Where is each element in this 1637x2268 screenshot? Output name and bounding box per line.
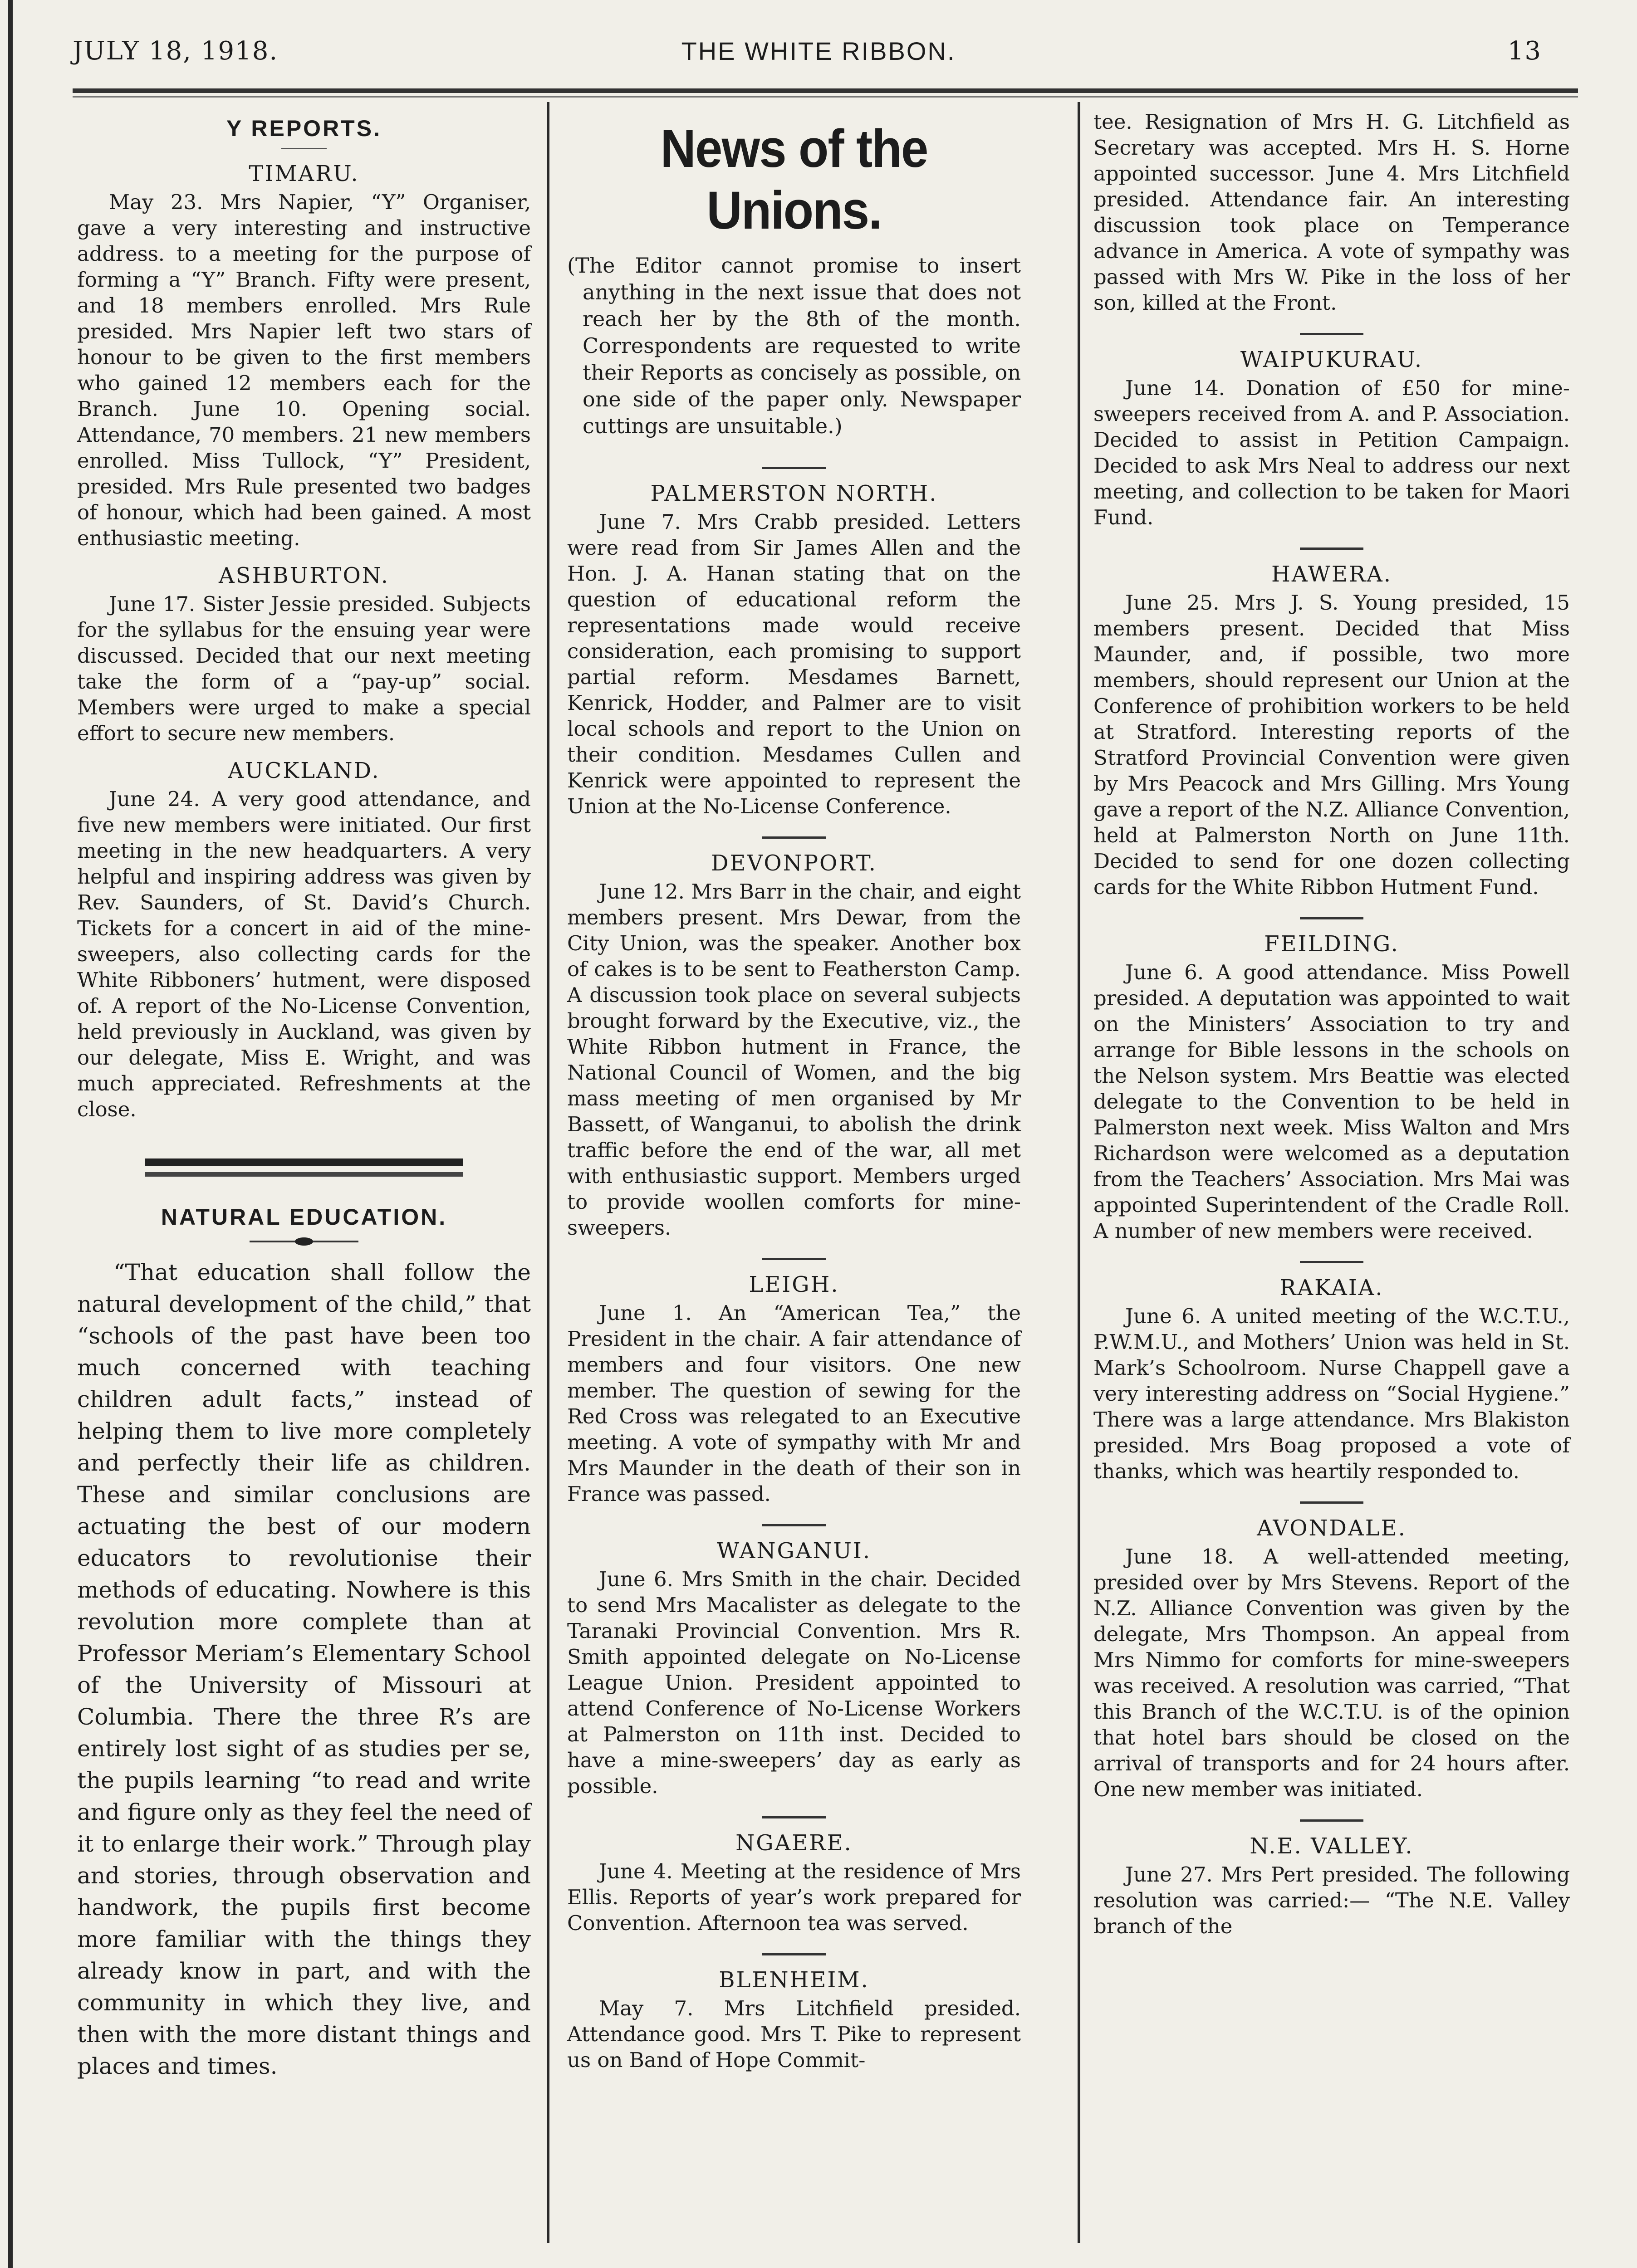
union-report-hawera [1093, 562, 1570, 900]
union-place: NGAERE. [735, 1830, 853, 1856]
publication-title: THE WHITE RIBBON. [681, 37, 956, 65]
union-report-devonport [567, 850, 1021, 1241]
divider [762, 1816, 826, 1818]
union-report-waipukurau [1093, 347, 1570, 530]
column-middle [567, 109, 1021, 2073]
page-binding-edge [8, 0, 13, 2268]
report-ashburton [77, 563, 531, 746]
union-report-avondale [1093, 1515, 1570, 1802]
union-text: June 12. Mrs Barr in the chair, and eight members present. Mrs Dewar, from the City Union, was the speaker. Another box of cakes is to be sent to Featherston Camp. A discussion took place on several subjects brought forward by the Executive, viz., the White Ribbon hutment in France, the National Council of Women, and the big mass meeting of men organised by Mr Bassett, of Wanganui, to abolish the drink traffic before the end of the war, all met with enthusiastic support. Members urged to provide woollen comforts for mine-sweepers. [567, 880, 1021, 1240]
column-divider-1 [547, 102, 549, 2243]
issue-date: JULY 18, 1918. [73, 36, 279, 66]
page-number: 13 [1507, 36, 1542, 66]
report-text: June 24. A very good attendance, and five new members were initiated. Our first meeting in the new headquarters. A very helpful and inspiring address was given by Rev. Saunders, of St. David’s Church. Tickets for a concert in aid of the mine-sweepers, also collecting cards for the White Ribboners’ hutment, were disposed of. A report of the No-License Convention, held previously in Auckland, was given by our delegate, Miss E. Wright, and was much appreciated. Refreshments at the close. [77, 787, 531, 1121]
natural-education-heading: NATURAL EDUCATION. [161, 1204, 447, 1230]
union-place: LEIGH. [749, 1272, 839, 1297]
divider [1300, 1819, 1363, 1822]
union-place: HAWERA. [1271, 562, 1392, 587]
union-text: May 7. Mrs Litchfield presided. Attendance good. Mrs T. Pike to represent us on Band of Hope Commit- [567, 1996, 1021, 2072]
ornamental-rule [145, 1154, 463, 1186]
natural-education-text: “That education shall follow the natural development of the child,” that “schools of the past have been too much concerned with teaching children adult facts,” instead of helping them to live more completely and perfectly their life as children. These and similar conclusions are actuating the best of our modern educators to revolutionise their methods of educating. Nowhere is this revolution more complete than at Professor Meriam’s Elementary School of the University of Missouri at Columbia. There the three R’s are entirely lost sight of as studies per se, the pupils learning “to read and write and figure only as they feel the need of it to enlarge their work.” Through play and stories, through observation and handwork, the pupils first become more familiar with the things they already know in part, and with the community in which they live, and then with the more distant things and places and times. [77, 1259, 531, 2079]
union-place: DEVONPORT. [711, 850, 877, 876]
header-rule-thin [73, 96, 1578, 98]
divider [762, 836, 826, 839]
union-report-feilding [1093, 931, 1570, 1244]
divider [1300, 917, 1363, 919]
union-text: June 25. Mrs J. S. Young presided, 15 members present. Decided that Miss Maunder, and, if possible, two more members, should represent our Union at the Conference of prohibition workers to be held at Stratford. Interesting reports of the Stratford Provincial Convention were given by Mrs Peacock and Mrs Gilling. Mrs Young gave a report of the N.Z. Alliance Convention, held at Palmerston North on June 11th. Decided to send for one dozen collecting cards for the White Ribbon Hutment Fund. [1093, 591, 1570, 899]
union-place: AVONDALE. [1257, 1515, 1407, 1541]
report-place: TIMARU. [249, 161, 359, 186]
union-text: June 14. Donation of £50 for mine-sweepers received from A. and P. Association. Decided to assist in Petition Campaign. Decided to ask Mrs Neal to address our next meeting, and collection to be taken for Maori Fund. [1093, 376, 1570, 529]
blenheim-continuation: tee. Resignation of Mrs H. G. Litchfield as Secretary was accepted. Mrs H. S. Horne appointed successor. June 4. Mrs Litchfield presided. Attendance fair. An interesting discussion took place on Temperance advance in America. A vote of sympathy was passed with Mrs W. Pike in the loss of her son, killed at the Front. [1093, 110, 1570, 315]
report-place: AUCKLAND. [228, 758, 380, 783]
divider [762, 1953, 826, 1955]
report-text: June 17. Sister Jessie presided. Subjects for the syllabus for the ensuing year were discussed. Decided that our next meeting take the form of a “pay-up” social. Members were urged to make a special effort to secure new members. [77, 592, 531, 745]
divider [1300, 333, 1363, 335]
column-right [1093, 109, 1570, 1939]
union-place: PALMERSTON NORTH. [650, 481, 938, 506]
union-text: June 1. An “American Tea,” the President in the chair. A fair attendance of members and four visitors. One new member. The question of sewing for the Red Cross was relegated to an Executive meeting. A vote of sympathy with Mr and Mrs Maunder in the death of their son in France was passed. [567, 1301, 1021, 1506]
union-text: June 4. Meeting at the residence of Mrs Ellis. Reports of year’s work prepared for Convention. Afternoon tea was served. [567, 1859, 1021, 1935]
divider [1300, 547, 1363, 550]
divider [1300, 1501, 1363, 1504]
union-place: RAKAIA. [1279, 1275, 1384, 1300]
column-divider-2 [1078, 102, 1080, 2243]
union-place: FEILDING. [1264, 931, 1399, 957]
report-auckland [77, 758, 531, 1122]
report-place: ASHBURTON. [219, 563, 389, 588]
union-place: N.E. VALLEY. [1250, 1833, 1414, 1859]
union-report-ne-valley [1093, 1833, 1570, 1939]
union-report-ngaere [567, 1830, 1021, 1936]
divider [762, 1524, 826, 1526]
union-report-rakaia [1093, 1275, 1570, 1484]
divider [762, 1258, 826, 1260]
union-place: WAIPUKURAU. [1240, 347, 1423, 372]
union-report-palmerston-north [567, 481, 1021, 819]
union-report-wanganui [567, 1538, 1021, 1799]
union-text: June 27. Mrs Pert presided. The following resolution was carried:— “The N.E. Valley branch of the [1093, 1862, 1570, 1938]
union-text: June 6. A united meeting of the W.C.T.U., P.W.M.U., and Mothers’ Union was held in St. Mark’s Schoolroom. Nurse Chappell gave a very interesting address on “Social Hygiene.” There was a large attendance. Mrs Blakiston presided. Mrs Boag proposed a vote of thanks, which was heartily responded to. [1093, 1304, 1570, 1483]
report-timaru [77, 161, 531, 551]
union-place: BLENHEIM. [719, 1967, 869, 1993]
news-of-unions-masthead: News of the Unions. [660, 119, 928, 240]
union-text: June 7. Mrs Crabb presided. Letters were read from Sir James Allen and the Hon. J. A. Hanan stating that on the question of educational reform the representations made would receive consideration, each promising to support partial reform. Mesdames Barnett, Kenrick, Hodder, and Palmer are to visit local schools and report to the Union on their condition. Mesdames Cullen and Kenrick were appointed to represent the Union at the No-License Conference. [567, 510, 1021, 818]
report-text: May 23. Mrs Napier, “Y” Organiser, gave a very interesting and instructive address. to a meeting for the purpose of forming a “Y” Branch. Fifty were present, and 18 members enrolled. Mrs Rule presided. Mrs Napier left two stars of honour to be given to the first members who gained 12 members each for the Branch. June 10. Opening social. Attendance, 70 members. 21 new members enrolled. Miss Tullock, “Y” President, presided. Mrs Rule presented two badges of honour, which had been gained. A most enthusiastic meeting. [77, 190, 531, 550]
dagger-ornament [250, 1237, 358, 1246]
union-report-blenheim [567, 1967, 1021, 2073]
union-text: June 6. A good attendance. Miss Powell presided. A deputation was appointed to wait on the Ministers’ Association to try and arrange for Bible lessons in the schools on the Nelson system. Mrs Beattie was elected delegate to the Convention to be held in Palmerston next week. Miss Walton and Mrs Richardson were welcomed as a deputation from the Teachers’ Association. Mrs Mai was appointed Superintendent of the Cradle Roll. A number of new members were received. [1093, 960, 1570, 1243]
divider [281, 148, 327, 149]
header-rule [73, 88, 1578, 93]
union-text: June 6. Mrs Smith in the chair. Decided to send Mrs Macalister as delegate to the Taranaki Provincial Convention. Mrs R. Smith appointed delegate on No-License League Union. President appointed to attend Conference of No-License Workers at Palmerston on 11th inst. Decided to have a mine-sweepers’ day as early as possible. [567, 1567, 1021, 1798]
column-left [77, 109, 531, 2082]
union-report-leigh [567, 1272, 1021, 1507]
editor-note: (The Editor cannot promise to insert anything in the next issue that does not reach her by the 8th of the month. Correspondents are requested to write their Reports as concisely as possible, on one side of the paper only. Newspaper cuttings are unsuitable.) [567, 253, 1021, 438]
y-reports-heading: Y REPORTS. [226, 116, 382, 141]
union-place: WANGANUI. [716, 1538, 872, 1564]
divider [762, 467, 826, 469]
divider [1300, 1261, 1363, 1263]
union-text: June 18. A well-attended meeting, presided over by Mrs Stevens. Report of the N.Z. Alliance Convention was given by the delegate, Mrs Thompson. An appeal from Mrs Nimmo for comforts for mine-sweepers was received. A resolution was carried, “That this Branch of the W.C.T.U. is of the opinion that hotel bars should be closed on the arrival of transports and for 24 hours after. One new member was initiated. [1093, 1545, 1570, 1801]
